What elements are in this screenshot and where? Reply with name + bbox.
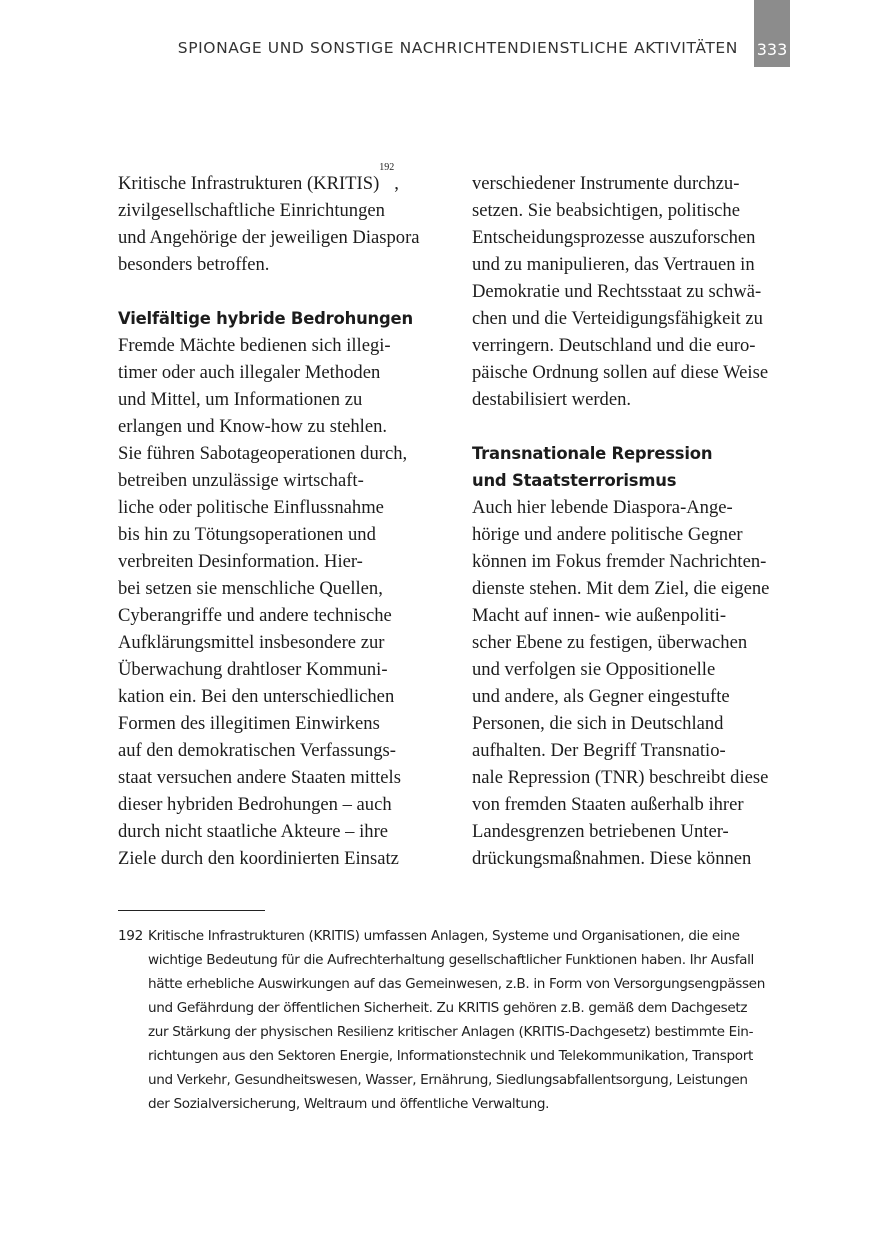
text-line: verbreiten Desinformation. Hier- (118, 551, 363, 572)
text-line: Sie führen Sabotageoperationen durch, (118, 443, 408, 464)
text-line: Demokratie und Rechtsstaat zu schwä- (472, 281, 762, 302)
paragraph-gap (472, 413, 812, 440)
footnote-line: und Verkehr, Gesundheitswesen, Wasser, Ernährung, Siedlungsabfallentsorgung, Leistungen (148, 1072, 748, 1088)
text-line: setzen. Sie beabsichtigen, politische (472, 200, 740, 221)
page-number-tab (754, 0, 790, 67)
text-line: zivilgesellschaftliche Einrichtungen (118, 200, 385, 221)
text-line: verringern. Deutschland und die euro- (472, 335, 756, 356)
text-line: und Angehörige der jeweiligen Diaspora (118, 227, 420, 248)
text-line: liche oder politische Einflussnahme (118, 497, 384, 518)
text-line: chen und die Verteidigungsfähigkeit zu (472, 308, 763, 329)
text-line: besonders betroffen. (118, 254, 270, 275)
footnote-line: 192 Kritische Infrastrukturen (KRITIS) umfassen Anlagen, Systeme und Organisationen, die eine (118, 924, 798, 948)
text-line: dienste stehen. Mit dem Ziel, die eigene (472, 578, 770, 599)
text-line: und Mittel, um Informationen zu (118, 389, 363, 410)
text-line: Macht auf innen- wie außenpoliti- (472, 605, 727, 626)
text-line: können im Fokus fremder Nachrichten- (472, 551, 767, 572)
text-line: bis hin zu Tötungsoperationen und (118, 524, 376, 545)
text-line: und zu manipulieren, das Vertrauen in (472, 254, 755, 275)
section-heading: Transnationale Repression (472, 444, 713, 463)
text-line: hörige und andere politische Gegner (472, 524, 743, 545)
text-line: staat versuchen andere Staaten mittels (118, 767, 401, 788)
text-line: von fremden Staaten außerhalb ihrer (472, 794, 744, 815)
text-line: Ziele durch den koordinierten Einsatz (118, 848, 399, 869)
footnote-line: und Gefährdung der öffentlichen Sicherheit. Zu KRITIS gehören z.B. gemäß dem Dachgesetz (148, 1000, 748, 1016)
footnote-reference[interactable]: 192 (379, 162, 395, 173)
left-column (118, 162, 458, 872)
right-column (472, 170, 812, 872)
text-line: Landesgrenzen betriebenen Unter- (472, 821, 729, 842)
footnote-number: 192 (118, 928, 143, 944)
footnote-line: wichtige Bedeutung für die Aufrechterhaltung gesellschaftlicher Funktionen haben. Ihr Ausfall (148, 952, 754, 968)
page-number: 333 (756, 40, 788, 59)
text-line: nale Repression (TNR) beschreibt diese (472, 767, 769, 788)
text-line: betreiben unzulässige wirtschaft- (118, 470, 364, 491)
text-line: Auch hier lebende Diaspora-Ange- (472, 497, 733, 518)
section-heading: und Staatsterrorismus (472, 471, 677, 490)
text-line: auf den demokratischen Verfassungs- (118, 740, 396, 761)
text-line: verschiedener Instrumente durchzu- (472, 173, 740, 194)
footnote (118, 924, 798, 1116)
footnote-line: richtungen aus den Sektoren Energie, Informationstechnik und Telekommunikation, Transport (148, 1048, 753, 1064)
footnote-separator (118, 910, 265, 911)
text-line: Überwachung drahtloser Kommuni- (118, 659, 388, 680)
text-line: päische Ordnung sollen auf diese Weise (472, 362, 769, 383)
text-line: erlangen und Know-how zu stehlen. (118, 416, 388, 437)
text-line: timer oder auch illegaler Methoden (118, 362, 381, 383)
footnote-line: hätte erhebliche Auswirkungen auf das Gemeinwesen, z.B. in Form von Versorgungsengpässen (148, 976, 765, 992)
text-line: Fremde Mächte bedienen sich illegi- (118, 335, 391, 356)
footnote-line: zur Stärkung der physischen Resilienz kritischer Anlagen (KRITIS-Dachgesetz) bestimmte Ein- (148, 1024, 754, 1040)
text-line: und verfolgen sie Oppositionelle (472, 659, 716, 680)
footnote-line: der Sozialversicherung, Weltraum und öffentliche Verwaltung. (148, 1096, 550, 1112)
text-line: Entscheidungsprozesse auszuforschen (472, 227, 756, 248)
text-line: dieser hybriden Bedrohungen – auch (118, 794, 392, 815)
text-line: Cyberangriffe und andere technische (118, 605, 392, 626)
text-line: Kritische Infrastrukturen (KRITIS)$^{192}$, (118, 162, 399, 194)
text-line: kation ein. Bei den unterschiedlichen (118, 686, 395, 707)
section-heading: Vielfältige hybride Bedrohungen (118, 309, 413, 328)
text-line: durch nicht staatliche Akteure – ihre (118, 821, 389, 842)
text-line: Aufklärungsmittel insbesondere zur (118, 632, 385, 653)
text-line: bei setzen sie menschliche Quellen, (118, 578, 383, 599)
text-line: aufhalten. Der Begriff Transnatio- (472, 740, 726, 761)
text-line: Personen, die sich in Deutschland (472, 713, 724, 734)
text-line: destabilisiert werden. (472, 389, 632, 410)
text-line: scher Ebene zu festigen, überwachen (472, 632, 748, 653)
paragraph-gap (118, 278, 458, 305)
text-line: und andere, als Gegner eingestufte (472, 686, 730, 707)
running-title: SPIONAGE UND SONSTIGE NACHRICHTENDIENSTLICHE AKTIVITÄTEN (177, 39, 738, 57)
text-line: drückungsmaßnahmen. Diese können (472, 848, 752, 869)
text-line: Formen des illegitimen Einwirkens (118, 713, 380, 734)
